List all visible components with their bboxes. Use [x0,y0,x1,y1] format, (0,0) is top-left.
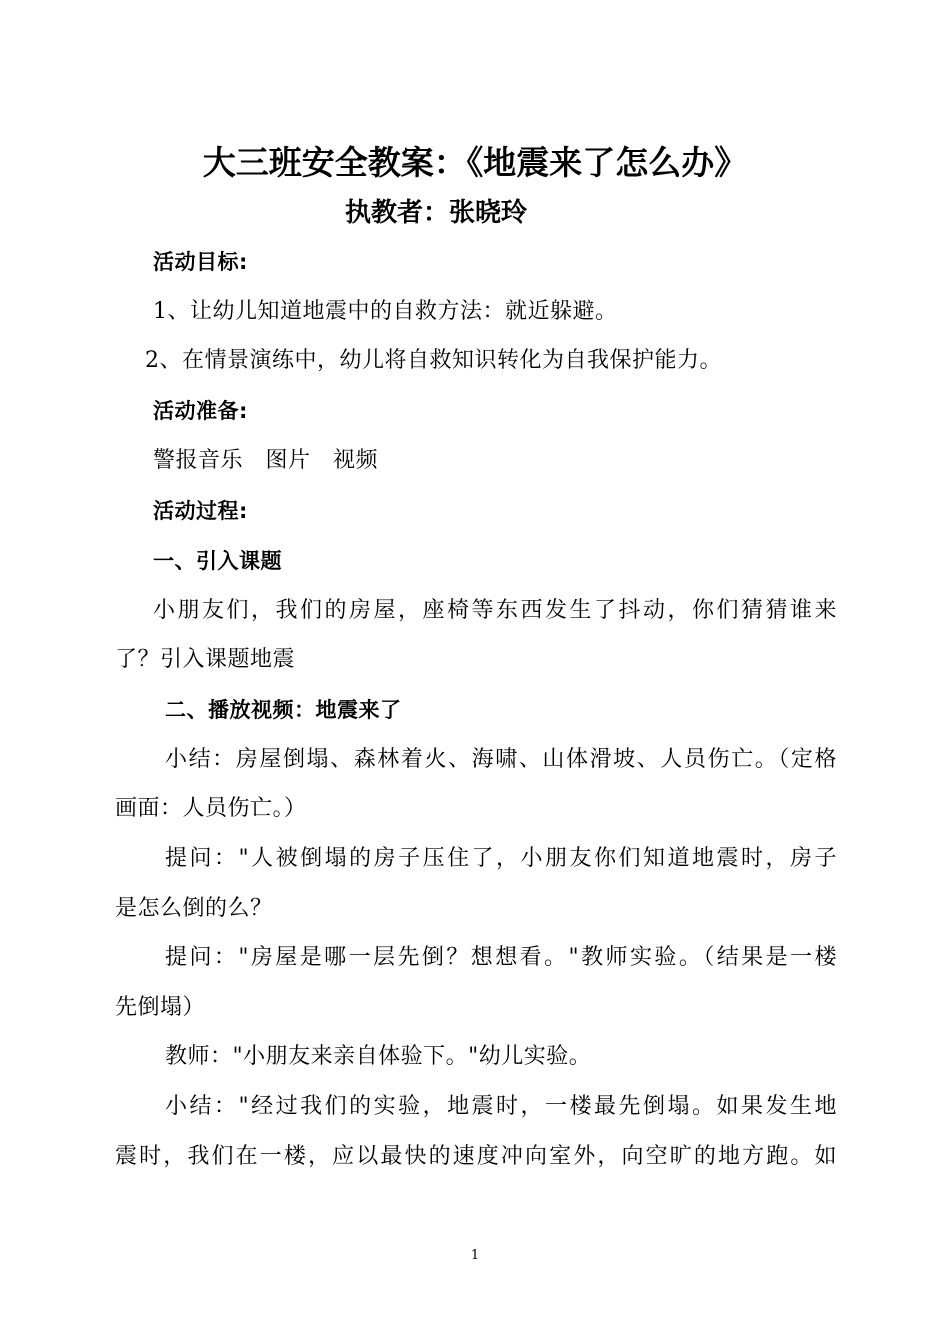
step-2-heading: 二、播放视频：地震来了 [165,698,402,722]
step-1-paragraph-line-1: 小朋友们，我们的房屋，座椅等东西发生了抖动，你们猜猜谁来 [153,598,837,623]
summary-1-line-2: 画面：人员伤亡。） [115,796,307,821]
page-number: 1 [470,1248,480,1263]
goals-heading: 活动目标: [153,250,248,274]
question-2-line-1: 提问："房屋是哪一层先倒？想想看。"教师实验。（结果是一楼 [165,945,837,970]
goal-item-1: 1、让幼儿知道地震中的自救方法：就近躲避。 [153,299,618,324]
document-title: 大三班安全教案：《地震来了怎么办》 [202,143,748,182]
author-line: 执教者：张晓玲 [345,198,528,228]
process-heading: 活动过程: [153,499,248,523]
summary-2-line-1: 小结："经过我们的实验，地震时，一楼最先倒塌。如果发生地 [165,1094,837,1119]
prep-heading: 活动准备: [153,399,248,423]
goal-item-2: 2、在情景演练中，幼儿将自救知识转化为自我保护能力。 [145,348,722,373]
question-1-line-2: 是怎么倒的么？ [115,896,273,921]
summary-2-line-2: 震时，我们在一楼，应以最快的速度冲向室外，向空旷的地方跑。如 [115,1144,837,1169]
step-1-paragraph-line-2: 了？引入课题地震 [115,647,296,672]
teacher-line: 教师："小朋友来亲自体验下。"幼儿实验。 [165,1044,592,1069]
question-2-line-2: 先倒塌） [115,995,206,1020]
step-1-heading: 一、引入课题 [153,549,282,573]
prep-items: 警报音乐 图片 视频 [153,448,379,473]
summary-1-line-1: 小结：房屋倒塌、森林着火、海啸、山体滑坡、人员伤亡。（定格 [165,747,837,772]
question-1-line-1: 提问："人被倒塌的房子压住了，小朋友你们知道地震时，房子 [165,846,837,871]
